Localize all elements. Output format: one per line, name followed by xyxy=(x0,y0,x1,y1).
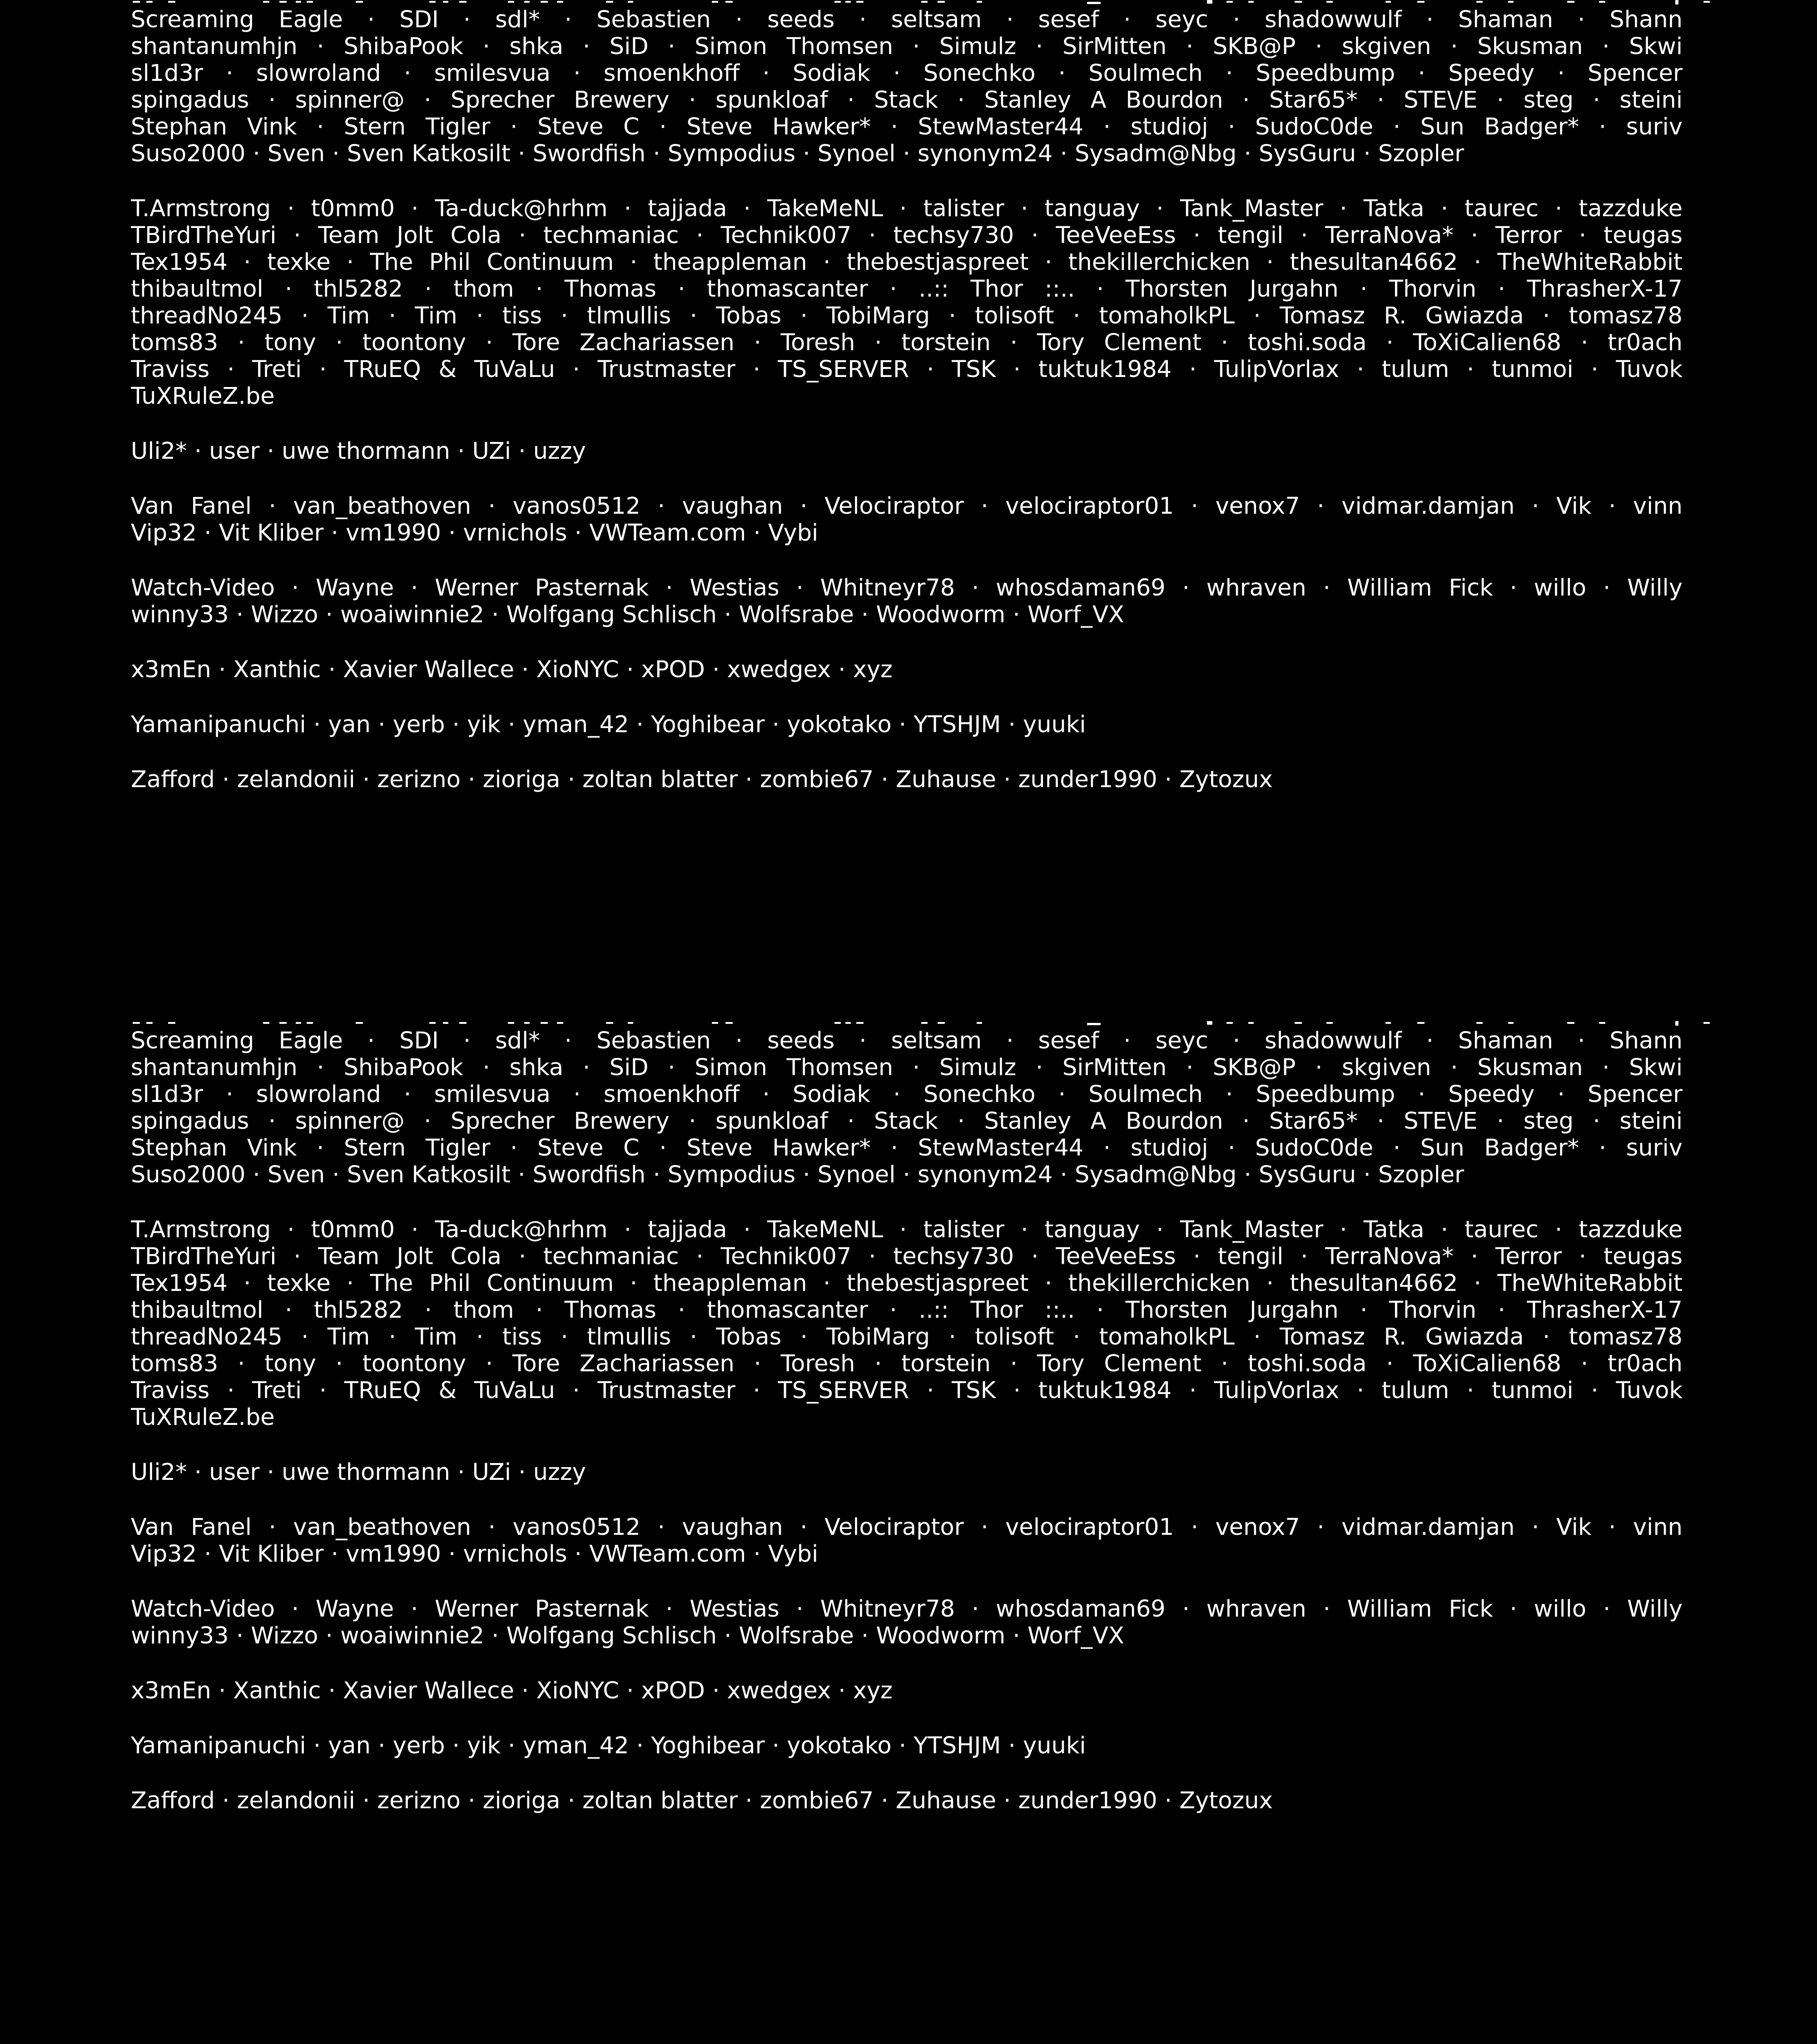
glyph-fragment xyxy=(524,1022,530,1024)
glyph-fragment xyxy=(296,1,301,3)
paragraph-names-s xyxy=(131,6,1683,167)
glyph-fragment xyxy=(1599,1,1605,3)
glyph-fragment xyxy=(1248,1,1254,3)
glyph-fragment xyxy=(146,1022,153,1024)
paragraph-names-y xyxy=(131,711,1683,738)
credits-line: T.Armstrong · t0mm0 · Ta-duck@hrhm · tajjada · TakeMeNL · talister · tanguay · Tank_Master · Tatka · taurec · tazzduke xyxy=(131,1216,1683,1243)
paragraph-names-s xyxy=(131,1027,1683,1188)
credits-line: Suso2000 · Sven · Sven Katkosilt · Swordfish · Sympodius · Synoel · synonym24 · Sysadm@Nbg · SysGuru · Szopler xyxy=(131,1161,1465,1188)
glyph-fragment xyxy=(296,1022,301,1024)
credits-line: Tex1954 · texke · The Phil Continuum · theappleman · thebestjaspreet · thekillerchicken · thesultan4662 · TheWhiteRabbit xyxy=(131,249,1683,276)
paragraph-names-w xyxy=(131,1596,1683,1649)
glyph-fragment xyxy=(725,1022,733,1024)
credits-line: Van Fanel · van_beathoven · vanos0512 · vaughan · Velociraptor · velociraptor01 · venox7 · vidmar.damjan · Vik · vinn xyxy=(131,1514,1683,1541)
credits-line: Vip32 · Vit Kliber · vm1990 · vrnichols · VWTeam.com · Vybi xyxy=(131,1541,819,1568)
glyph-fragment xyxy=(1476,1022,1483,1024)
credits-line: Vip32 · Vit Kliber · vm1990 · vrnichols · VWTeam.com · Vybi xyxy=(131,520,819,546)
credits-line: thibaultmol · thl5282 · thom · Thomas · thomascanter · ..:: Thor ::.. · Thorsten Jurgahn · Thorvin · ThrasherX-17 xyxy=(131,276,1683,303)
glyph-fragment xyxy=(1207,0,1212,4)
glyph-fragment xyxy=(1295,1022,1302,1024)
credits-line: Watch-Video · Wayne · Werner Pasternak · Westias · Whitneyr78 · whosdaman69 · whraven · William Fick · willo · Willy xyxy=(131,575,1683,601)
glyph-fragment xyxy=(921,1022,928,1024)
glyph-fragment xyxy=(356,1022,363,1024)
credits-line: spingadus · spinner@ · Sprecher Brewery · spunkloaf · Stack · Stanley A Bourdon · Star65* · STE\/E · steg · steini xyxy=(131,87,1683,114)
credits-block-1 xyxy=(0,0,1817,793)
paragraph-names-w xyxy=(131,575,1683,628)
glyph-fragment xyxy=(508,1,514,3)
glyph-fragment xyxy=(1295,1,1302,3)
glyph-fragment xyxy=(606,1022,613,1024)
credits-line: Screaming Eagle · SDI · sdl* · Sebastien · seeds · seltsam · sesef · seyc · shadowwulf · Shaman · Shann xyxy=(131,6,1683,33)
glyph-fragment xyxy=(1417,1,1425,3)
glyph-fragment xyxy=(1508,1022,1514,1024)
glyph-fragment xyxy=(606,1,613,3)
glyph-fragment xyxy=(1508,1,1514,3)
glyph-fragment xyxy=(1476,1,1483,3)
glyph-fragment xyxy=(1599,1022,1605,1024)
glyph-fragment xyxy=(459,1022,467,1024)
glyph-fragment xyxy=(541,1,548,3)
glyph-fragment xyxy=(628,1,633,3)
glyph-fragment xyxy=(1207,1021,1212,1025)
credits-line: Traviss · Treti · TRuEQ & TuVaLu · Trustmaster · TS_SERVER · TSK · tuktuk1984 · TulipVorlax · tulum · tunmoi · Tuvok xyxy=(131,1377,1683,1404)
credits-line: threadNo245 · Tim · Tim · tiss · tlmullis · Tobas · TobiMarg · tolisoft · tomaholkPL · Tomasz R. Gwiazda · tomasz78 xyxy=(131,303,1683,329)
credits-line: TuXRuleZ.be xyxy=(131,1404,275,1431)
glyph-fragment xyxy=(628,1022,633,1024)
glyph-fragment xyxy=(845,1,851,3)
paragraph-names-y xyxy=(131,1732,1683,1759)
paragraph-names-u xyxy=(131,438,1683,465)
glyph-fragment xyxy=(1326,1,1333,3)
glyph-fragment xyxy=(1385,1,1391,3)
glyph-fragment xyxy=(356,1,363,3)
glyph-fragment xyxy=(725,1,733,3)
glyph-fragment xyxy=(834,1022,841,1024)
glyph-fragment xyxy=(1567,1,1574,3)
credits-line: spingadus · spinner@ · Sprecher Brewery · spunkloaf · Stack · Stanley A Bourdon · Star65* · STE\/E · steg · steini xyxy=(131,1108,1683,1135)
glyph-fragment xyxy=(1226,1,1233,3)
glyph-fragment xyxy=(541,1022,548,1024)
credits-line: TuXRuleZ.be xyxy=(131,383,275,410)
glyph-fragment xyxy=(429,1022,436,1024)
glyph-fragment xyxy=(712,1,718,3)
glyph-fragment xyxy=(856,1022,864,1024)
clipped-top-line xyxy=(0,0,1817,4)
glyph-fragment xyxy=(834,1,841,3)
glyph-fragment xyxy=(1248,1022,1254,1024)
clipped-top-line xyxy=(0,1021,1817,1025)
credits-line: sl1d3r · slowroland · smilesvua · smoenkhoff · Sodiak · Sonechko · Soulmech · Speedbump · Speedy · Spencer xyxy=(131,1081,1683,1108)
glyph-fragment xyxy=(443,1,448,3)
paragraph-names-z xyxy=(131,1787,1683,1814)
glyph-fragment xyxy=(845,1022,851,1024)
glyph-fragment xyxy=(279,1,287,3)
glyph-fragment xyxy=(1087,2,1101,4)
glyph-fragment xyxy=(938,1022,945,1024)
paragraph-names-u xyxy=(131,1459,1683,1486)
credits-line: Suso2000 · Sven · Sven Katkosilt · Swordfish · Sympodius · Synoel · synonym24 · Sysadm@Nbg · SysGuru · Szopler xyxy=(131,140,1465,167)
credits-line: TBirdTheYuri · Team Jolt Cola · techmaniac · Technik007 · techsy730 · TeeVeeEss · tengil · TerraNova* · Terror · teugas xyxy=(131,222,1683,249)
credits-line: winny33 · Wizzo · woaiwinnie2 · Wolfgang Schlisch · Wolfsrabe · Woodworm · Worf_VX xyxy=(131,601,1124,628)
glyph-fragment xyxy=(146,1,153,3)
credits-line: Yamanipanuchi · yan · yerb · yik · yman_42 · Yoghibear · yokotako · YTSHJM · yuuki xyxy=(131,1732,1086,1759)
credits-line: Stephan Vink · Stern Tigler · Steve C · Steve Hawker* · StewMaster44 · studioj · SudoC0de · Sun Badger* · suriv xyxy=(131,114,1683,140)
glyph-fragment xyxy=(279,1022,287,1024)
paragraph-names-v xyxy=(131,493,1683,546)
credits-line: shantanumhjn · ShibaPook · shka · SiD · Simon Thomsen · Simulz · SirMitten · SKB@P · skgiven · Skusman · Skwi xyxy=(131,33,1683,60)
credits-line: x3mEn · Xanthic · Xavier Wallece · XioNYC · xPOD · xwedgex · xyz xyxy=(131,1677,893,1704)
credits-line: Watch-Video · Wayne · Werner Pasternak · Westias · Whitneyr78 · whosdaman69 · whraven · William Fick · willo · Willy xyxy=(131,1596,1683,1622)
credits-line: Zafford · zelandonii · zerizno · zioriga · zoltan blatter · zombie67 · Zuhause · zunder1990 · Zytozux xyxy=(131,766,1273,793)
glyph-fragment xyxy=(263,1022,269,1024)
credits-line: Uli2* · user · uwe thormann · UZi · uzzy xyxy=(131,1459,586,1486)
glyph-fragment xyxy=(1087,1023,1101,1025)
paragraph-names-t xyxy=(131,1216,1683,1431)
glyph-fragment xyxy=(977,1022,982,1024)
credits-line: Stephan Vink · Stern Tigler · Steve C · Steve Hawker* · StewMaster44 · studioj · SudoC0de · Sun Badger* · suriv xyxy=(131,1135,1683,1161)
credits-line: TBirdTheYuri · Team Jolt Cola · techmaniac · Technik007 · techsy730 · TeeVeeEss · tengil · TerraNova* · Terror · teugas xyxy=(131,1243,1683,1270)
credits-line: sl1d3r · slowroland · smilesvua · smoenkhoff · Sodiak · Sonechko · Soulmech · Speedbump · Speedy · Spencer xyxy=(131,60,1683,87)
glyph-fragment xyxy=(133,1022,140,1024)
paragraph-names-v xyxy=(131,1514,1683,1568)
glyph-fragment xyxy=(168,1022,175,1024)
glyph-fragment xyxy=(263,1,269,3)
credits-line: T.Armstrong · t0mm0 · Ta-duck@hrhm · tajjada · TakeMeNL · talister · tanguay · Tank_Master · Tatka · taurec · tazzduke xyxy=(131,195,1683,222)
paragraph-names-x xyxy=(131,1677,1683,1704)
glyph-fragment xyxy=(168,1,175,3)
credits-block-2 xyxy=(0,1021,1817,1814)
credits-line: x3mEn · Xanthic · Xavier Wallece · XioNYC · xPOD · xwedgex · xyz xyxy=(131,656,893,683)
glyph-fragment xyxy=(133,1,140,3)
paragraph-names-z xyxy=(131,766,1683,793)
credits-line: Van Fanel · van_beathoven · vanos0512 · vaughan · Velociraptor · velociraptor01 · venox7 · vidmar.damjan · Vik · vinn xyxy=(131,493,1683,520)
glyph-fragment xyxy=(524,1,530,3)
credits-line: Yamanipanuchi · yan · yerb · yik · yman_42 · Yoghibear · yokotako · YTSHJM · yuuki xyxy=(131,711,1086,738)
credits-line: toms83 · tony · toontony · Tore Zachariassen · Toresh · torstein · Tory Clement · toshi.soda · ToXiCalien68 · tr0ach xyxy=(131,329,1683,356)
glyph-fragment xyxy=(1675,0,1678,5)
paragraph-names-x xyxy=(131,656,1683,683)
glyph-fragment xyxy=(508,1022,514,1024)
glyph-fragment xyxy=(938,1,945,3)
glyph-fragment xyxy=(1417,1022,1425,1024)
credits-line: Zafford · zelandonii · zerizno · zioriga · zoltan blatter · zombie67 · Zuhause · zunder1990 · Zytozux xyxy=(131,1787,1273,1814)
glyph-fragment xyxy=(557,1,563,3)
credits-line: threadNo245 · Tim · Tim · tiss · tlmullis · Tobas · TobiMarg · tolisoft · tomaholkPL · Tomasz R. Gwiazda · tomasz78 xyxy=(131,1324,1683,1350)
credits-line: Tex1954 · texke · The Phil Continuum · theappleman · thebestjaspreet · thekillerchicken · thesultan4662 · TheWhiteRabbit xyxy=(131,1270,1683,1297)
glyph-fragment xyxy=(429,1,436,3)
glyph-fragment xyxy=(1567,1022,1574,1024)
glyph-fragment xyxy=(1226,1022,1233,1024)
credits-line: Uli2* · user · uwe thormann · UZi · uzzy xyxy=(131,438,586,465)
glyph-fragment xyxy=(712,1022,718,1024)
glyph-fragment xyxy=(307,1,313,3)
glyph-fragment xyxy=(1703,1022,1710,1024)
glyph-fragment xyxy=(443,1022,448,1024)
glyph-fragment xyxy=(1326,1022,1333,1024)
glyph-fragment xyxy=(856,1,864,3)
credits-line: thibaultmol · thl5282 · thom · Thomas · thomascanter · ..:: Thor ::.. · Thorsten Jurgahn · Thorvin · ThrasherX-17 xyxy=(131,1297,1683,1324)
glyph-fragment xyxy=(1385,1022,1391,1024)
glyph-fragment xyxy=(459,1,467,3)
credits-line: Traviss · Treti · TRuEQ & TuVaLu · Trustmaster · TS_SERVER · TSK · tuktuk1984 · TulipVorlax · tulum · tunmoi · Tuvok xyxy=(131,356,1683,383)
paragraph-names-t xyxy=(131,195,1683,410)
credits-line: shantanumhjn · ShibaPook · shka · SiD · Simon Thomsen · Simulz · SirMitten · SKB@P · skgiven · Skusman · Skwi xyxy=(131,1054,1683,1081)
glyph-fragment xyxy=(977,1,982,3)
glyph-fragment xyxy=(557,1022,563,1024)
glyph-fragment xyxy=(307,1022,313,1024)
credits-line: Screaming Eagle · SDI · sdl* · Sebastien · seeds · seltsam · sesef · seyc · shadowwulf · Shaman · Shann xyxy=(131,1027,1683,1054)
glyph-fragment xyxy=(1703,1,1710,3)
credits-line: winny33 · Wizzo · woaiwinnie2 · Wolfgang Schlisch · Wolfsrabe · Woodworm · Worf_VX xyxy=(131,1622,1124,1649)
glyph-fragment xyxy=(1675,1021,1678,1026)
glyph-fragment xyxy=(921,1,928,3)
credits-line: toms83 · tony · toontony · Tore Zachariassen · Toresh · torstein · Tory Clement · toshi.soda · ToXiCalien68 · tr0ach xyxy=(131,1350,1683,1377)
